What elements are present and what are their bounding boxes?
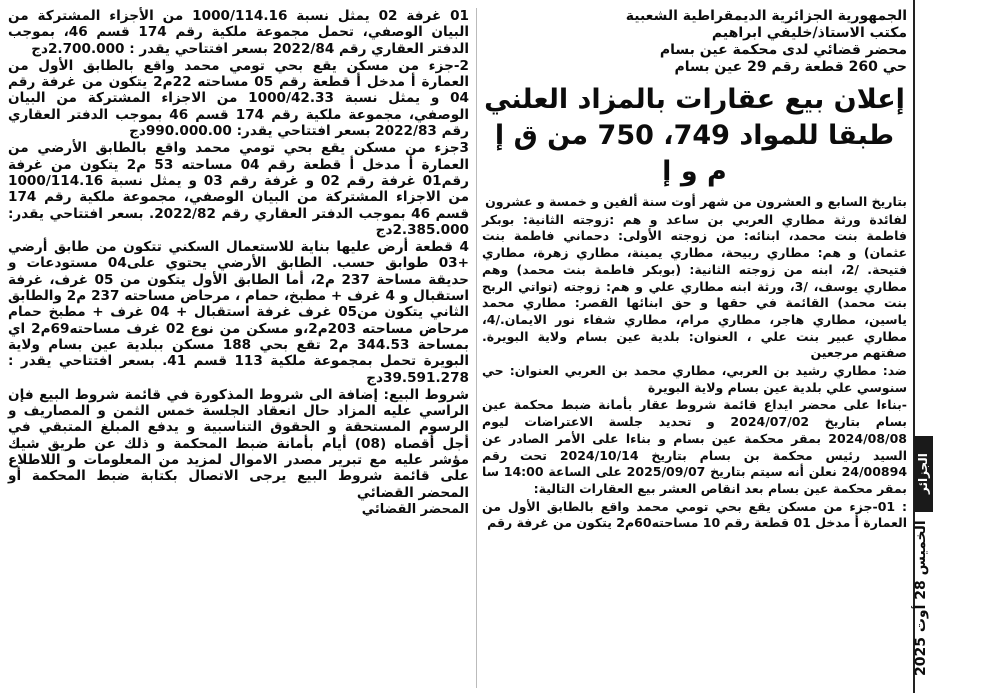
right-paragraph-4: -بناءا على محضر ايداع قائمة شروط عقار بأمانة ضبط محكمة عين بسام بتاريخ 2024/07/02 و تحديد جلسة الاعتراضات ليوم 2024/08/08 بمقر محكمة عين بسام و بناءا على الأمر الصادر عن السيد رئيس محكمة بن بسام بتاريخ 2024/10/14 تحت رقم 24/00894 نعلن أنه سيتم بتاريخ 2025/09/07 على الساعة 14:00 سا بمقر محكمة عين بسام بعد انقاص العشر بيع العقارات التالية: <box>482 397 908 496</box>
header-address: حي 260 قطعة رقم 29 عين بسام <box>674 59 907 75</box>
header-office: مكتب الاستاذ/خليفي ابراهيم <box>711 25 907 41</box>
left-paragraph-5: شروط البيع: إضافة الى شروط المذكورة في قائمة شروط البيع فإن الراسي عليه المزاد حال انعقاد الجلسة خمس الثمن و المصاريف و الرسوم المستحقة و الحقوق التناسبية و يدفع المبلغ المتبقي في أجل أقصاه (08) أيام بأمانة ضبط المحكمة و ذلك عن طريق شيك مؤشر عليه مع تبرير مصدر الاموال لمزيد من المعلومات و اللاطلاع على قائمة شروط البيع يرجى الاتصال بكتابة ضبط المحكمة أو المحضر القضائي <box>8 386 470 501</box>
header-bailiff: محضر قضائي لدى محكمة عين بسام <box>659 42 907 58</box>
left-paragraph-2: 2-جزء من مسكن يقع بحي تومي محمد واقع بالطابق الأول من العمارة أ مدخل أ قطعة رقم 05 مساحته 22م2 يتكون من غرفة رقم 04 و يمثل نسبة 1000/42.33 من الاجزاء المشتركة من البيان الوصفي، مجموعة ملكية رقم 174 قسم 46 بموجب الدفتر العقاري رقم 2022/83 بسعر افتتاحي يقدر: 990.000.00دج <box>8 57 470 140</box>
left-paragraph-1: 01 غرفة 02 يمثل نسبة 1000/114.16 من الأجزاء المشتركة من البيان الوصفي، تحمل مجموعة ملكية رقم 174 قسم 46، بموجب الدفتر العقاري رقم 2022/84 بسعر افتتاحي يقدر : 2.700.000دج <box>8 8 470 57</box>
newspaper-logo: الجزائر <box>914 436 933 512</box>
right-paragraph-3: ضد: مطاري رشيد بن العربي، مطاري محمد بن العربي العنوان: حي سنوسي علي بلدية عين بسام ولاية البويرة <box>482 363 907 395</box>
header-republic: الجمهورية الجزائرية الديمقراطية الشعبية <box>625 8 907 24</box>
page-margin <box>937 0 983 693</box>
signature: المحضر القضائي <box>361 501 469 517</box>
announcement-title <box>482 82 907 190</box>
column-divider <box>476 8 477 688</box>
right-paragraph-1: بتاريخ السابع و العشرون من شهر أوت سنة ألفين و خمسة و عشرون <box>485 194 907 209</box>
left-column <box>8 8 469 690</box>
issue-date: الخميس 28 أوت 2025 <box>913 520 929 676</box>
right-paragraph-2: لفائدة ورثة مطاري العربي بن ساعد و هم :زوجته الثانية: بوبكر فاطمة بنت محمد، ابنائه: من زوجته الأولى: دحماني فاطمة بنت عثمان) و هم: مطاري ربيحة، مطاري يمينة، مطاري زهرة، مطاري فتيحة. /2، ابنه من زوجته الثانية: (بوبكر فاطمة بنت محمد) وهم مطاري يوسف، /3، ورثة ابنه مطاري علي و هم: زوجته (تواتي الربح بنت محمد) القائمة في حقها و حق ابنائها القصر: مطاري محمد ياسين، مطاري هاجر، مطاري مرام، مطاري شفاء نور الايمان./4، مطاري عبير بنت علي ، العنوان: بلدية عين بسام ولاية البويرة. صفتهم مرجعين <box>482 211 908 361</box>
page-side-strip <box>913 0 935 693</box>
title-line-2: طبقا للمواد 749، 750 من ق إ م و إ <box>494 120 895 187</box>
left-paragraph-3: 3جزء من مسكن يقع بحي تومي محمد واقع بالطابق الأرضي من العمارة أ مدخل أ قطعة رقم 04 مساحته 53 م2 يتكون من غرفة رقم01 غرفة رقم 02 و غرفة رقم 03 و يمثل نسبة 1000/114.16 من الاجزاء المشتركة من البيان الوصفي، مجموعة ملكية رقم 174 قسم 46 بموجب الدفتر العقاري رقم 2022/82. بسعر افتتاحي يقدر: 2.385.000دج <box>8 140 469 238</box>
left-paragraph-4: 4 قطعة أرض عليها بناية للاستعمال السكني تتكون من طابق أرضي +03 طوابق حسب. الطابق الأرضي يحتوي على04 مستودعات و حديقة مساحة 237 م2، أما الطابق الأول يتكون من 05 غرف، غرفة استقبال و 4 غرف + مطبخ، حمام ، مرحاض مساحته 237 م2 والطابق الثاني يتكون من05 غرف غرفة استقبال + 04 غرف + مطبخ حمام مرحاض مساحته 203م2،و مسكن من نوع 02 غرف مساحته69م2 اي بمساحة 344.53 م2 تقع بحي 188 مسكن ببلدية عين بسام ولاية البويرة تحمل بمجموعة ملكية 113 قسم 41. بسعر افتتاحي يقدر : 39.591.278دج <box>8 239 470 386</box>
right-column <box>482 8 907 690</box>
right-paragraph-5: : 01-جزء من مسكن يقع بحي تومي محمد واقع بالطابق الأول من العمارة أ مدخل 01 قطعة رقم 10 مساحته60م2 يتكون من غرفة رقم <box>482 498 907 531</box>
title-line-1: إعلان بيع عقارات بالمزاد العلني <box>484 84 905 115</box>
